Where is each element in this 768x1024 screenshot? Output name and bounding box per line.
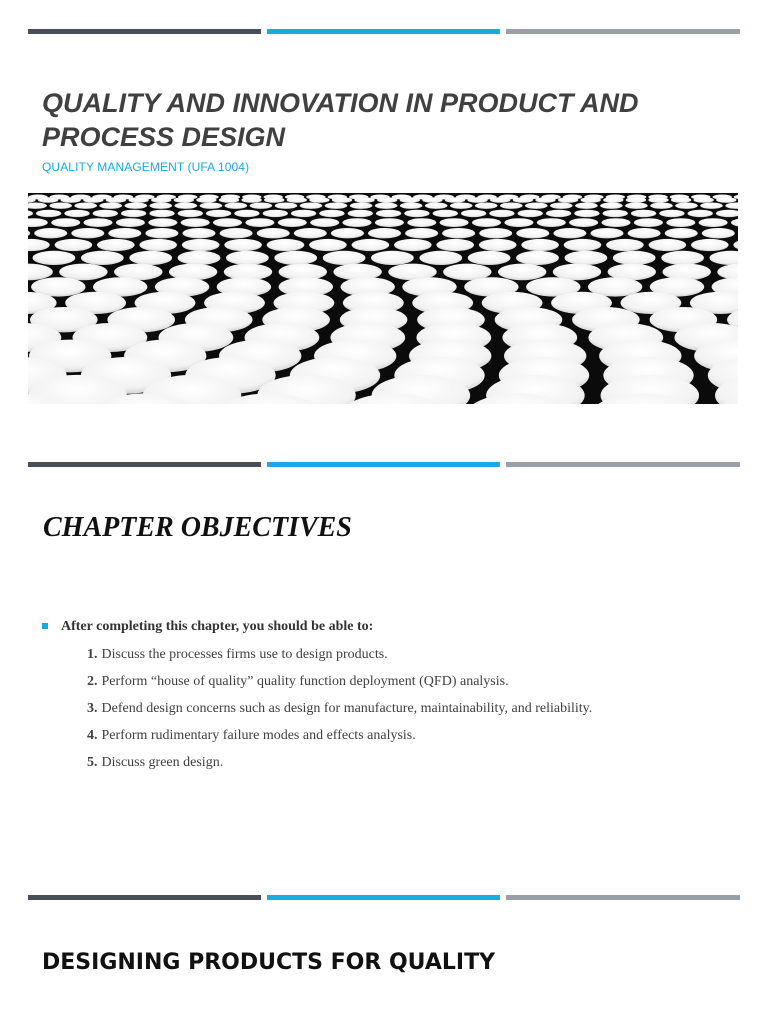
disc-shape bbox=[149, 210, 174, 217]
rule-segment-light bbox=[506, 895, 740, 900]
disc-shape bbox=[521, 239, 559, 251]
disc-shape bbox=[174, 197, 194, 203]
disc-shape bbox=[613, 251, 656, 265]
disc-shape bbox=[575, 203, 598, 209]
disc-shape bbox=[28, 264, 53, 281]
disc-shape bbox=[225, 203, 248, 209]
disc-shape bbox=[702, 228, 735, 238]
disc-shape bbox=[537, 218, 566, 227]
disc-shape bbox=[710, 251, 739, 265]
disc-shape bbox=[440, 218, 469, 227]
disc-shape bbox=[350, 203, 373, 209]
disc-shape bbox=[64, 210, 89, 217]
disc-shape bbox=[479, 239, 517, 251]
disc-shape bbox=[479, 228, 512, 238]
disc-shape bbox=[407, 218, 436, 227]
bullet-square-icon bbox=[42, 623, 48, 629]
disc-shape bbox=[606, 239, 644, 251]
disc-shape bbox=[28, 210, 33, 217]
objective-number: 3. bbox=[87, 701, 98, 716]
disc-shape bbox=[84, 218, 113, 227]
disc-shape bbox=[93, 210, 118, 217]
disc-shape bbox=[377, 197, 397, 203]
disc-shape bbox=[108, 228, 141, 238]
disc-shape bbox=[425, 203, 448, 209]
disc-shape bbox=[148, 218, 177, 227]
disc-shape bbox=[226, 251, 269, 265]
disc-shape bbox=[699, 218, 728, 227]
disc-shape bbox=[213, 218, 242, 227]
disc-shape bbox=[128, 197, 148, 203]
disc-shape bbox=[400, 203, 423, 209]
disc-shape bbox=[716, 210, 738, 217]
objectives-intro-text: After completing this chapter, you should be able to: bbox=[61, 619, 374, 634]
disc-shape bbox=[375, 203, 398, 209]
disc-shape bbox=[419, 251, 462, 265]
rule-segment-light bbox=[506, 29, 740, 34]
disc-shape bbox=[145, 228, 178, 238]
disc-shape bbox=[433, 210, 458, 217]
disc-shape bbox=[264, 197, 284, 203]
hero-image-discs bbox=[28, 193, 738, 404]
disc-shape bbox=[81, 251, 124, 265]
objective-text: Perform “house of quality” quality function deployment (QFD) analysis. bbox=[101, 674, 509, 689]
disc-shape bbox=[278, 218, 307, 227]
disc-shape bbox=[371, 251, 414, 265]
disc-shape bbox=[694, 197, 714, 203]
disc-shape bbox=[51, 218, 80, 227]
rule-segment-dark bbox=[28, 29, 261, 34]
disc-shape bbox=[564, 239, 602, 251]
disc-shape bbox=[331, 228, 364, 238]
disc-shape bbox=[129, 251, 172, 265]
disc-shape bbox=[700, 203, 723, 209]
disc-shape bbox=[625, 203, 648, 209]
disc-shape bbox=[675, 203, 698, 209]
disc-shape bbox=[49, 203, 72, 209]
disc-shape bbox=[71, 228, 104, 238]
disc-shape bbox=[472, 218, 501, 227]
disc-shape bbox=[83, 197, 103, 203]
disc-shape bbox=[178, 210, 203, 217]
objective-number: 1. bbox=[87, 647, 98, 662]
disc-shape bbox=[28, 218, 48, 227]
disc-shape bbox=[731, 218, 738, 227]
disc-shape bbox=[436, 239, 474, 251]
disc-shape bbox=[178, 251, 221, 265]
disc-shape bbox=[665, 228, 698, 238]
disc-shape bbox=[309, 239, 347, 251]
objectives-list bbox=[87, 646, 592, 781]
disc-shape bbox=[461, 210, 486, 217]
disc-shape bbox=[525, 203, 548, 209]
disc-shape bbox=[626, 197, 646, 203]
disc-shape bbox=[691, 239, 729, 251]
disc-shape bbox=[151, 197, 171, 203]
disc-shape bbox=[558, 197, 578, 203]
disc-shape bbox=[628, 228, 661, 238]
slide3-title: DESIGNING PRODUCTS FOR QUALITY bbox=[42, 950, 496, 975]
disc-shape bbox=[733, 239, 738, 251]
list-item bbox=[87, 754, 592, 781]
disc-shape bbox=[445, 197, 465, 203]
list-item bbox=[87, 673, 592, 700]
disc-shape bbox=[394, 239, 432, 251]
disc-shape bbox=[553, 228, 586, 238]
disc-shape bbox=[574, 210, 599, 217]
disc-shape bbox=[319, 210, 344, 217]
disc-shape bbox=[33, 251, 76, 265]
disc-shape bbox=[442, 228, 475, 238]
disc-shape bbox=[196, 197, 216, 203]
disc-shape bbox=[513, 197, 533, 203]
disc-shape bbox=[368, 228, 401, 238]
slide1-title: QUALITY AND INNOVATION IN PRODUCT AND PROCESS DESIGN bbox=[42, 88, 639, 152]
disc-shape bbox=[175, 203, 198, 209]
disc-shape bbox=[291, 210, 316, 217]
disc-shape bbox=[546, 210, 571, 217]
disc-shape bbox=[28, 203, 47, 209]
disc-shape bbox=[257, 228, 290, 238]
rule-segment-accent bbox=[267, 29, 500, 34]
disc-shape bbox=[219, 197, 239, 203]
disc-shape bbox=[650, 203, 673, 209]
disc-shape bbox=[343, 218, 372, 227]
disc-shape bbox=[498, 264, 546, 281]
disc-shape bbox=[150, 203, 173, 209]
slide1-top-rule bbox=[28, 29, 740, 34]
objective-number: 4. bbox=[87, 728, 98, 743]
disc-shape bbox=[352, 239, 390, 251]
disc-shape bbox=[475, 203, 498, 209]
objective-text: Perform rudimentary failure modes and effects analysis. bbox=[101, 728, 416, 743]
disc-shape bbox=[404, 210, 429, 217]
disc-shape bbox=[55, 239, 93, 251]
objectives-intro bbox=[42, 619, 373, 635]
disc-shape bbox=[241, 197, 261, 203]
disc-shape bbox=[688, 210, 713, 217]
disc-shape bbox=[354, 197, 374, 203]
disc-shape bbox=[490, 197, 510, 203]
disc-shape bbox=[602, 218, 631, 227]
disc-shape bbox=[332, 197, 352, 203]
rule-segment-light bbox=[506, 462, 740, 467]
disc-shape bbox=[183, 228, 216, 238]
disc-shape bbox=[422, 197, 442, 203]
disc-shape bbox=[581, 197, 601, 203]
disc-shape bbox=[323, 251, 366, 265]
disc-shape bbox=[28, 228, 30, 238]
disc-shape bbox=[182, 239, 220, 251]
objective-text: Discuss green design. bbox=[101, 755, 224, 770]
disc-shape bbox=[121, 210, 146, 217]
rule-segment-accent bbox=[267, 895, 500, 900]
disc-shape bbox=[99, 203, 122, 209]
disc-shape bbox=[309, 197, 329, 203]
disc-shape bbox=[116, 218, 145, 227]
disc-shape bbox=[569, 218, 598, 227]
disc-shape bbox=[405, 228, 438, 238]
disc-shape bbox=[200, 203, 223, 209]
disc-shape bbox=[725, 203, 738, 209]
disc-shape bbox=[287, 197, 307, 203]
objective-text: Discuss the processes firms use to design products. bbox=[101, 647, 388, 662]
disc-shape bbox=[267, 239, 305, 251]
disc-shape bbox=[97, 239, 135, 251]
slide2-title: CHAPTER OBJECTIVES bbox=[43, 512, 352, 543]
rule-segment-dark bbox=[28, 895, 261, 900]
disc-shape bbox=[206, 210, 231, 217]
disc-shape bbox=[234, 210, 259, 217]
disc-shape bbox=[274, 251, 317, 265]
rule-segment-accent bbox=[267, 462, 500, 467]
disc-shape bbox=[666, 218, 695, 227]
disc-shape bbox=[535, 197, 555, 203]
rule-segment-dark bbox=[28, 462, 261, 467]
disc-shape bbox=[565, 251, 608, 265]
disc-shape bbox=[489, 210, 514, 217]
disc-shape bbox=[634, 218, 663, 227]
disc-shape bbox=[36, 210, 61, 217]
disc-shape bbox=[245, 218, 274, 227]
disc-shape bbox=[504, 218, 533, 227]
disc-shape bbox=[376, 210, 401, 217]
objective-number: 2. bbox=[87, 674, 98, 689]
disc-shape bbox=[516, 251, 559, 265]
disc-shape bbox=[38, 197, 58, 203]
disc-shape bbox=[591, 228, 624, 238]
slide1-subtitle: QUALITY MANAGEMENT (UFA 1004) bbox=[42, 160, 250, 174]
disc-shape bbox=[648, 197, 668, 203]
disc-shape bbox=[600, 203, 623, 209]
disc-shape bbox=[74, 203, 97, 209]
disc-shape bbox=[325, 203, 348, 209]
disc-shape bbox=[661, 251, 704, 265]
disc-shape bbox=[139, 239, 177, 251]
disc-shape bbox=[550, 203, 573, 209]
slide2-top-rule bbox=[28, 462, 740, 467]
discs-pattern-graphic bbox=[28, 193, 738, 404]
disc-shape bbox=[28, 239, 50, 251]
disc-shape bbox=[467, 197, 487, 203]
disc-shape bbox=[500, 203, 523, 209]
disc-shape bbox=[61, 197, 81, 203]
disc-shape bbox=[263, 210, 288, 217]
slide3-top-rule bbox=[28, 895, 740, 900]
disc-shape bbox=[181, 218, 210, 227]
disc-shape bbox=[631, 210, 656, 217]
disc-shape bbox=[300, 203, 323, 209]
disc-shape bbox=[125, 203, 148, 209]
disc-shape bbox=[450, 203, 473, 209]
list-item bbox=[87, 700, 592, 727]
disc-shape bbox=[275, 203, 298, 209]
disc-shape bbox=[468, 251, 511, 265]
objective-number: 5. bbox=[87, 755, 98, 770]
disc-shape bbox=[106, 197, 126, 203]
disc-shape bbox=[603, 197, 623, 203]
disc-shape bbox=[34, 228, 67, 238]
disc-shape bbox=[294, 228, 327, 238]
disc-shape bbox=[224, 239, 262, 251]
disc-shape bbox=[250, 203, 273, 209]
disc-shape bbox=[716, 197, 736, 203]
list-item bbox=[87, 727, 592, 754]
disc-shape bbox=[348, 210, 373, 217]
disc-shape bbox=[671, 197, 691, 203]
disc-shape bbox=[310, 218, 339, 227]
disc-shape bbox=[400, 197, 420, 203]
disc-shape bbox=[518, 210, 543, 217]
disc-shape bbox=[659, 210, 684, 217]
disc-shape bbox=[220, 228, 253, 238]
disc-shape bbox=[603, 210, 628, 217]
disc-shape bbox=[516, 228, 549, 238]
objective-text: Defend design concerns such as design for manufacture, maintainability, and reliability. bbox=[101, 701, 593, 716]
disc-shape bbox=[375, 218, 404, 227]
disc-shape bbox=[649, 239, 687, 251]
list-item bbox=[87, 646, 592, 673]
